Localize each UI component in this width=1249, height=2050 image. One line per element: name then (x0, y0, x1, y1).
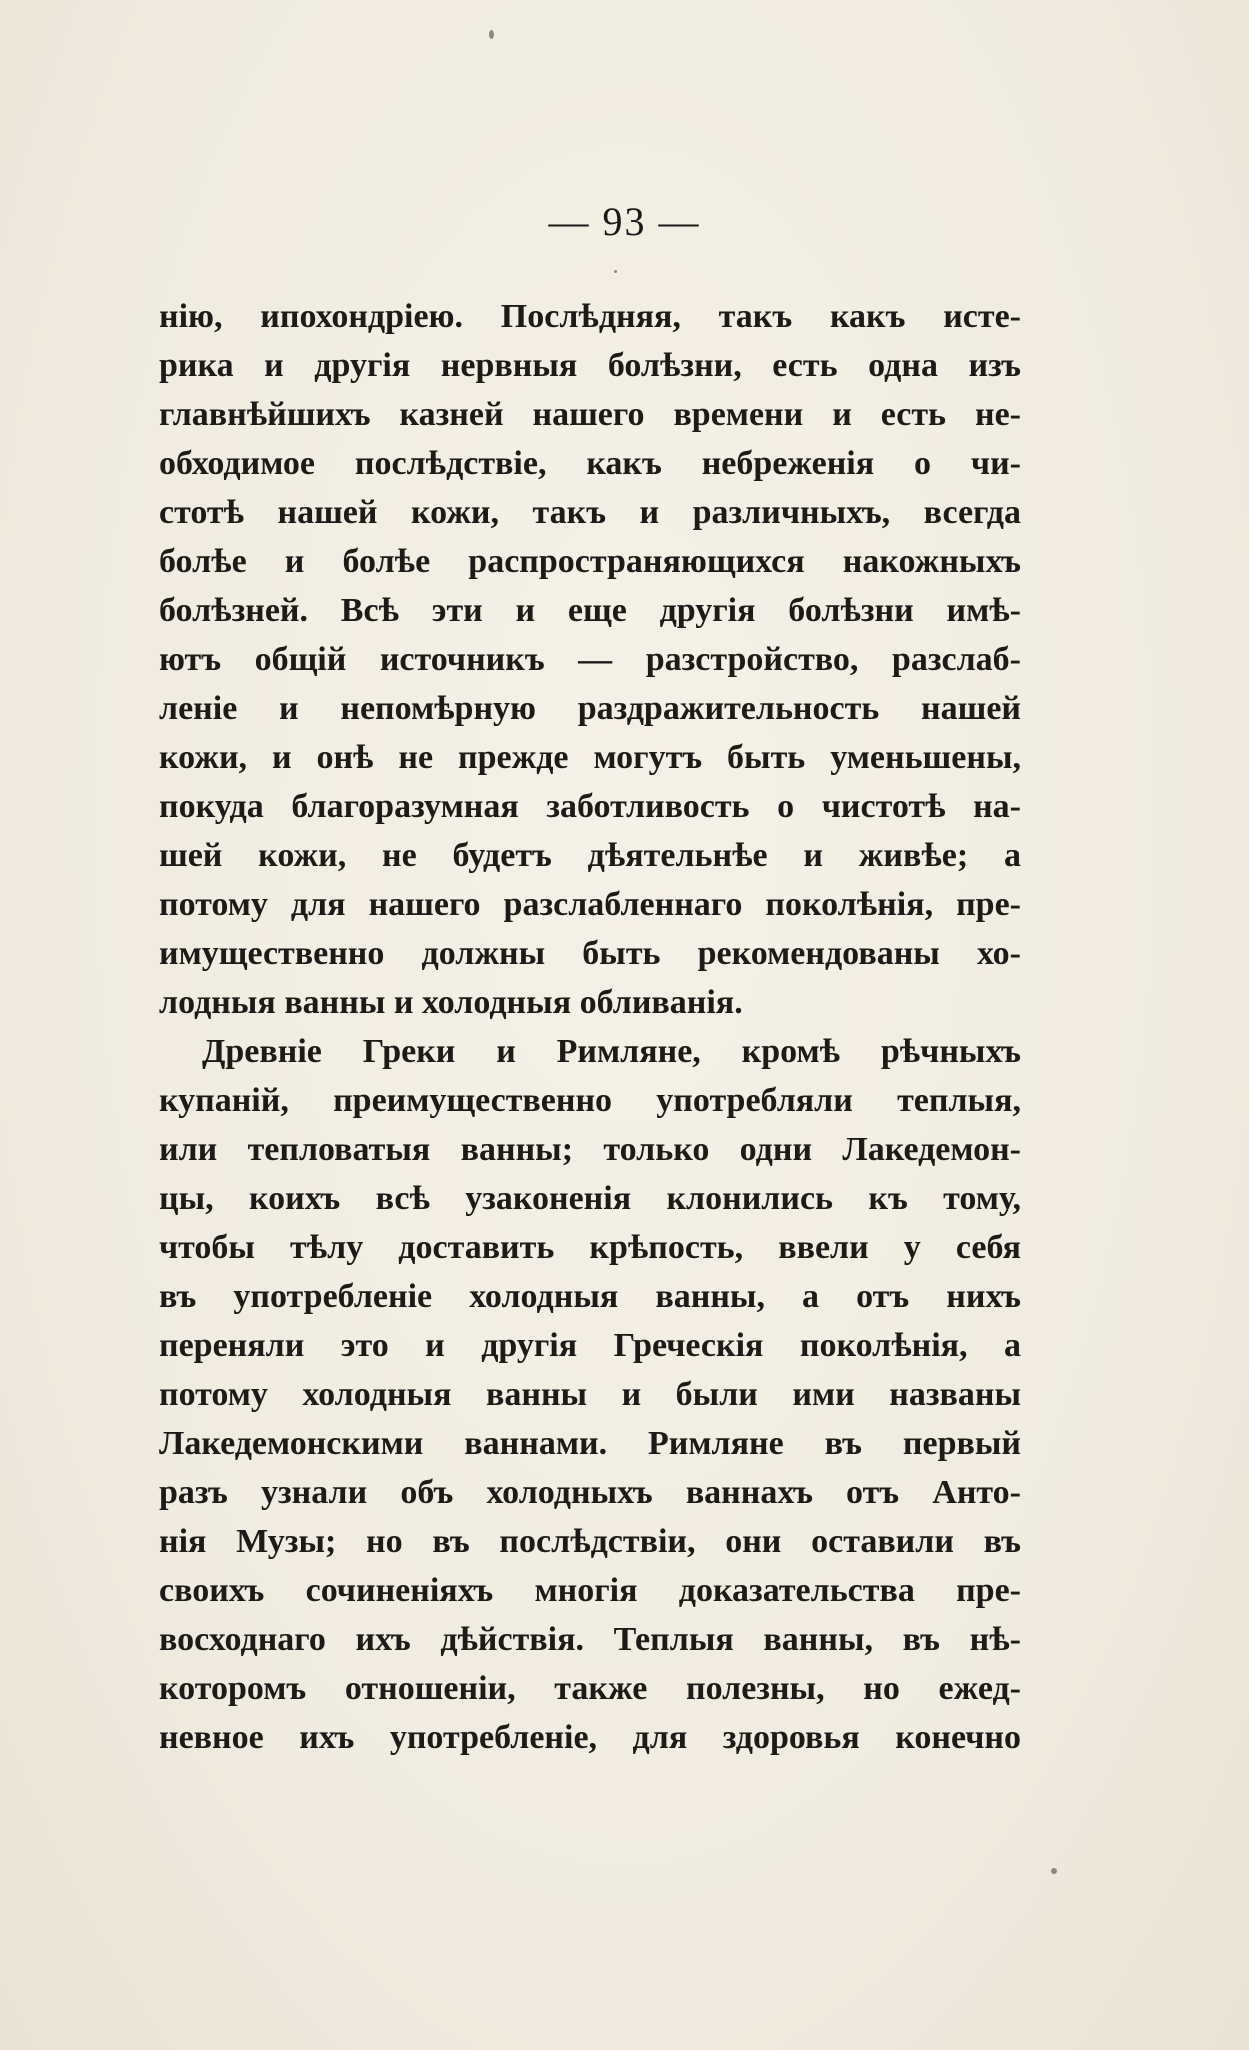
text-line: восходнаго ихъ дѣйствія. Теплыя ванны, въ нѣ- (159, 1621, 1021, 1658)
text-line: цы, коихъ всѣ узаконенія клонились къ тому, (159, 1180, 1021, 1217)
text-line: купаній, преимущественно употребляли теплыя, (159, 1082, 1021, 1119)
text-line: нія Музы; но въ послѣдствіи, они оставили въ (159, 1523, 1021, 1560)
text-line: потому для нашего разслабленнаго поколѣнія, пре- (159, 886, 1021, 923)
paragraph-end-line: лодныя ванны и холодныя обливанія. (159, 984, 743, 1021)
text-line: болѣе и болѣе распространяющихся накожныхъ (159, 543, 1021, 580)
text-line: переняли это и другія Греческія поколѣнія, а (159, 1327, 1021, 1364)
text-line: имущественно должны быть рекомендованы хо- (159, 935, 1021, 972)
paper-speck (1051, 1868, 1057, 1874)
text-line: чтобы тѣлу доставить крѣпость, ввели у себя (159, 1229, 1021, 1266)
text-line: леніе и непомѣрную раздражительность нашей (159, 690, 1021, 727)
text-line: ютъ общій источникъ — разстройство, разслаб- (159, 641, 1021, 678)
text-line: обходимое послѣдствіе, какъ небреженія о чи- (159, 445, 1021, 482)
text-line: разъ узнали объ холодныхъ ваннахъ отъ Анто- (159, 1474, 1021, 1511)
text-line: въ употребленіе холодныя ванны, а отъ нихъ (159, 1278, 1021, 1315)
text-line: своихъ сочиненіяхъ многія доказательства пре- (159, 1572, 1021, 1609)
text-line: которомъ отношеніи, также полезны, но ежед- (159, 1670, 1021, 1707)
text-line: рика и другія нервныя болѣзни, есть одна изъ (159, 347, 1021, 384)
paper-speck (489, 30, 494, 39)
text-line: Лакедемонскими ваннами. Римляне въ первый (159, 1425, 1021, 1462)
text-line: невное ихъ употребленіе, для здоровья конечно (159, 1719, 1021, 1756)
text-line: покуда благоразумная заботливость о чистотѣ на- (159, 788, 1021, 825)
text-line: шей кожи, не будетъ дѣятельнѣе и живѣе; а (159, 837, 1021, 874)
text-line: болѣзней. Всѣ эти и еще другія болѣзни имѣ- (159, 592, 1021, 629)
text-line: кожи, и онѣ не прежде могутъ быть уменьшены, (159, 739, 1021, 776)
text-line: стотѣ нашей кожи, такъ и различныхъ, всегда (159, 494, 1021, 531)
text-line: или тепловатыя ванны; только одни Лакедемон- (159, 1131, 1021, 1168)
text-line: нію, ипохондріею. Послѣдняя, такъ какъ исте- (159, 298, 1021, 335)
text-line: главнѣйшихъ казней нашего времени и есть не- (159, 396, 1021, 433)
text-line: потому холодныя ванны и были ими названы (159, 1376, 1021, 1413)
paragraph-start-line: Древніе Греки и Римляне, кромѣ рѣчныхъ (202, 1033, 1021, 1070)
paper-speck (614, 270, 617, 273)
page-number: — 93 — (548, 199, 701, 244)
body-text (159, 292, 1021, 1762)
